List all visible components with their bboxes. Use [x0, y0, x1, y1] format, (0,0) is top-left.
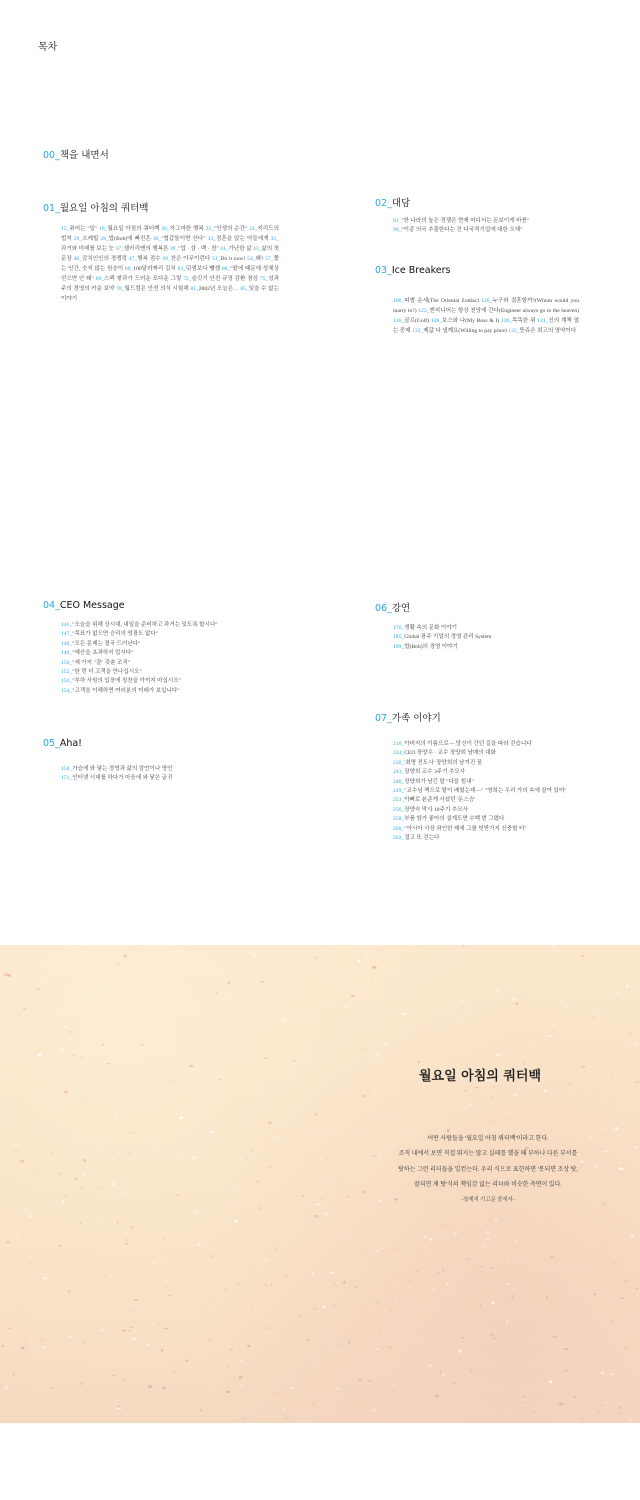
quote-line: 조직 내에서 보면 직접 뛰지는 않고 실패를 했을 때 부하나 다른 부서를 — [398, 1151, 578, 1158]
list-item — [393, 217, 529, 226]
list-item — [393, 778, 567, 787]
entry-text: "세 가지 "결" 갖춘 조직" — [72, 659, 131, 666]
entry-text: 월요일 아침의 쿼터백 — [107, 226, 162, 232]
entry-page: 246 _ — [393, 779, 404, 785]
entry-text: 2002년 오늘은… — [198, 286, 241, 292]
entry-page: 30 — [152, 236, 159, 242]
section-number: 00_ — [43, 150, 60, 161]
entry-page: 176 _ — [393, 625, 404, 631]
quote-source: -장제지 기고문 중에서- — [461, 1196, 515, 1203]
entry-page: 216 _ — [393, 741, 404, 747]
entry-text: "예산을 초과하지 맙시다" — [72, 650, 134, 657]
entry-page: 72 — [183, 276, 189, 282]
entry-page: 47 — [128, 256, 135, 262]
entry-text: "한 나라의 높은 경쟁은 현재 어디서는 돈보이게 바뀐" — [401, 218, 530, 224]
entry-page: 106 — [393, 298, 402, 304]
list-item — [393, 740, 567, 749]
entry-page: 22 — [205, 226, 212, 232]
entry-text: 생활 속의 문화 이야기 — [404, 625, 458, 631]
entry-page: 57 — [265, 256, 271, 262]
section-title — [375, 195, 529, 209]
entry-text: 엔지니어는 항상 천당에 간다(Engineer always go to the heaven) — [429, 308, 579, 314]
entry-text: 쥐어는 "일" — [69, 226, 100, 232]
entry-text: 장양숙 막사 10주기 추모사 — [404, 806, 469, 813]
entry-paragraph: 106_띠별 운세(The Oriental Zodiac) 120_누구와 결혼할까?(Whom would you marry to?) 123_엔지니어는 항상 천당에 간다(Engineer always go to the heaven) 126_골프(Golf) 128_보스와 나(My Boss & I) 130_똑똑한 쥐 131_신의 계책 열는 중매 133_제값 다 낼께요(Willing to pay price) 135_뜻쥬은 최고의 영약이다 — [393, 298, 579, 334]
quote-line: 어떤 사람들을 '월요일 아침 쿼터백'이라고 한다. — [427, 1136, 549, 1142]
entry-text: "한 번 더 고객을 만나십시오" — [72, 669, 142, 676]
entry-text: 감치인인의 경쟁력 — [81, 256, 129, 262]
entry-page: 153 _ — [61, 678, 72, 684]
entry-page: 126 — [393, 318, 402, 324]
entry-page: 49 — [162, 256, 168, 262]
entry-text: "아시아 사장 좌인한 제에 그를 빗받가지 신충할 터" — [404, 825, 527, 832]
entry-text: 신의 계책 열는 중매 — [393, 318, 579, 334]
entry-page: 75 — [259, 276, 266, 282]
entry-text: CEO 장양우 · 교수 장양희 남매의 대화 — [404, 750, 496, 757]
entry-text: "교수님 책으로 딸이 배웠는데—" "영희는 우리 가의 속에 살아 있어" — [404, 788, 567, 795]
section-number: 02_ — [375, 198, 392, 209]
entry-list — [61, 765, 172, 784]
entry-page: 258 _ — [393, 816, 404, 822]
entry-text: "협갑돌이면 산다" — [161, 236, 208, 242]
entry-page: 230 _ — [393, 760, 404, 766]
entry-text: 잊을 수 없는 이야기 — [61, 286, 279, 302]
entry-page: 171 _ — [61, 775, 72, 781]
entry-list — [61, 621, 218, 696]
entry-text: "모든 문제는 결국 드러난다" — [72, 640, 141, 647]
list-item — [393, 633, 492, 642]
section-title-text: 책을 내면서 — [59, 150, 109, 161]
entry-text: 가난한 삶 — [228, 246, 253, 252]
entry-page: 133 — [412, 328, 421, 334]
section-title-text: Ice Breakers — [391, 265, 451, 276]
entry-page: 128 — [430, 318, 440, 324]
entry-text: 밥(Bob)의 경영 이야기 — [404, 643, 458, 650]
section-title — [375, 710, 567, 724]
entry-text: "목표가 없으면 승리의 영광도 없다" — [72, 631, 158, 638]
entry-text: 장양희 교수 3주기 추모사 — [404, 769, 466, 776]
entry-text: 밥(Bob)에 빠진흔 — [108, 236, 153, 242]
entry-page: 91 _ — [393, 218, 401, 224]
entry-page: 43 — [252, 246, 259, 252]
list-item — [393, 226, 529, 235]
entry-page: 20 — [161, 226, 167, 232]
entry-page: 158 _ — [61, 766, 72, 772]
entry-page: 39 — [169, 246, 176, 252]
entry-text: 장양희가 남긴 말 "다들 힘내" — [404, 778, 474, 785]
section-title-text: 대담 — [391, 198, 411, 209]
entry-page: 54 — [247, 256, 253, 262]
entry-text: 왜? — [255, 256, 266, 262]
entry-text: 보스와 나(My Boss & I) — [441, 318, 501, 324]
entry-text: Global 광주 기업의 경영 관리 System — [404, 634, 492, 641]
section-number: 07_ — [375, 713, 392, 724]
entry-page: 130 — [500, 318, 510, 324]
list-item — [61, 659, 218, 668]
entry-page: 81 — [190, 286, 196, 292]
entry-text: 쫓는 인간, 숫지 않는 원숭이 — [61, 256, 279, 272]
list-item — [393, 796, 567, 805]
list-item — [393, 749, 567, 758]
section-title — [43, 200, 279, 214]
entry-text: 삶의 첫 문장 — [61, 246, 279, 262]
entry-text: 부품 함가 좋아의 설계도면 수백 번 그렸다 — [404, 816, 505, 823]
entry-paragraph: 15_쥐어는 "일" 18_월요일 아침의 쿼터백 20_자그마한 행복 22_"인생의 순간" 24_지리드의 법칙 26_오케힐 28_밥(Bob)에 빠진흔 30_"협갑돌이면 산다" 33_정혼을 앉는 아들에게 35_과거와 미래를 보는 눈 37_샐러리맨의 행복론 39_"업 · 삼 · 백 · 천" 41_가난한 삶 43_삶의 첫 문장 46_감치인인의 경쟁력 47_행복 점수 49_찬은 아무이런다 51_Do it now! 54_왜? 57_쫓는 인간, 숫지 않는 원숭이 60_100달러짜리 김치 63_덧셈보다 뺄셈 66_"딸에 때문에 성체상 얻으면 안 돼" 69_스펙 쌓과가 드러운 포다운 그렇 72_슬깃기 안전 규정 감환 점섬 75_성과주의 경영의 카운 보약 78_월드컴은 안전 의식 시험해 81_2002년 오늘은… 85_잊을 수 없는 이야기 — [61, 226, 280, 302]
entry-text: 인터넷 시대를 하다가 마음에 와 닿은 글귀 — [72, 775, 173, 782]
entry-page: 60 — [124, 266, 131, 272]
section-title-text: 가족 이야기 — [391, 713, 441, 724]
entry-page: 66 — [221, 266, 228, 272]
entry-page: 24 — [249, 226, 255, 232]
entry-page: 147 _ — [61, 631, 72, 637]
entry-page: 154 _ — [61, 688, 72, 694]
entry-page: 224 _ — [393, 750, 404, 756]
entry-page: 152 _ — [61, 669, 72, 675]
entry-text: 월드컴은 안전 의식 시험해 — [124, 286, 191, 292]
feature-title: 월요일 아침의 쿼터백 — [418, 1069, 542, 1084]
feature-quote — [346, 1132, 630, 1203]
entry-text: "부하 사원의 입장에 칭찬을 아끼지 마십시오" — [72, 678, 182, 685]
entry-page: 199 _ — [393, 644, 404, 650]
entry-text: 성과주의 경영의 카운 보약 — [61, 276, 280, 292]
list-item — [61, 630, 218, 639]
list-item — [393, 806, 567, 815]
entry-page: 253 _ — [393, 797, 404, 803]
entry-text: "딸에 때문에 성체상 얻으면 안 돼" — [61, 266, 279, 282]
list-item — [393, 825, 567, 834]
section-number: 06_ — [375, 603, 392, 614]
entry-page: 149 _ — [61, 650, 72, 656]
entry-text: '최명 전도사' 장양희의 남겨진 꿈 — [404, 759, 483, 766]
quote-line: 잘되면 제 탓'식의 책임감 없는 리더와 비슷한 측면이 있다. — [414, 1182, 562, 1189]
section-05 — [43, 738, 172, 784]
section-title — [375, 265, 579, 276]
entry-page: 131 — [537, 318, 546, 324]
entry-text: 오케힐 — [82, 236, 101, 242]
entry-list — [393, 740, 567, 843]
entry-text: 찬은 아무이런다 — [170, 256, 213, 262]
list-item — [61, 774, 172, 783]
entry-page: 256 _ — [393, 807, 404, 813]
entry-text: 제값 다 낼께요(Willing to pay price) — [423, 328, 509, 334]
list-item — [61, 640, 218, 649]
section-number: 05_ — [43, 738, 60, 749]
section-title-text: 월요일 아침의 쿼터백 — [59, 203, 149, 214]
entry-page: 150 _ — [61, 660, 72, 666]
entry-text: 똑똑한 쥐 — [512, 318, 538, 324]
entry-text: 샐러리맨의 행복론 — [123, 246, 170, 252]
list-item — [393, 815, 567, 824]
entry-text: 덧셈보다 뺄셈 — [185, 266, 222, 272]
entry-list — [393, 217, 529, 236]
entry-list — [393, 624, 492, 652]
entry-page: 33 — [207, 236, 214, 242]
entry-page: 35 — [270, 236, 277, 242]
section-title — [375, 600, 492, 614]
entry-page: 135 — [508, 328, 517, 334]
entry-page: 46 — [73, 256, 80, 262]
entry-text: "이종 의국 추출한다는 건 다국적기업에 대한 오해" — [401, 227, 523, 234]
entry-text: 자그마한 행복 — [169, 226, 206, 232]
entry-text: 슬깃기 안전 규정 감환 점섬 — [191, 276, 260, 282]
section-02 — [375, 195, 529, 236]
entry-page: 243 _ — [393, 769, 404, 775]
entry-page: 120 — [481, 298, 490, 304]
entry-text: 누구와 결혼할까?(Whom would you marry to?) — [393, 298, 579, 314]
entry-text: 아빠로 윤준게 사셨던 '돈스승' — [404, 797, 476, 804]
entry-text: 100달러짜리 김치 — [133, 266, 178, 272]
entry-page: 15 — [61, 226, 67, 232]
section-number: 03_ — [375, 265, 392, 276]
entry-page: 41 — [220, 246, 226, 252]
entry-text: 뜻쥬은 최고의 영약이다 — [519, 328, 577, 334]
entry-text: 지리드의 법칙 — [61, 226, 280, 242]
list-item — [61, 649, 218, 658]
section-00 — [43, 147, 109, 171]
entry-text: "고객을 이해하면 여러분의 미래가 보입니다" — [72, 687, 180, 694]
entry-page: 146 _ — [61, 622, 72, 628]
section-title — [43, 600, 218, 611]
section-04 — [43, 600, 218, 696]
entry-text: 행복 점수 — [137, 256, 163, 262]
list-item — [393, 759, 567, 768]
list-item — [61, 765, 172, 774]
entry-page: 37 — [115, 246, 121, 252]
entry-page: 18 — [99, 226, 105, 232]
entry-text: 띠별 운세(The Oriental Zodiac) — [404, 298, 482, 304]
entry-page: 78 — [116, 286, 122, 292]
entry-text: "오늘을 위해 상시대, 내일을 준비하고 과거는 잊도록 합시다" — [72, 622, 218, 628]
list-item — [61, 668, 218, 677]
quote-line: 탓하는 그런 리더들을 일컫는다. 우리 식으로 표현하면 '못되면 조상 탓, — [398, 1166, 578, 1173]
entry-text: "인생의 순간" — [213, 226, 249, 232]
entry-page: 63 — [177, 266, 184, 272]
entry-text: 스펙 쌓과가 드러운 포다운 그렇 — [104, 276, 184, 282]
entry-text: 골프(Golf) — [404, 318, 431, 324]
section-title — [43, 738, 172, 749]
list-item — [393, 768, 567, 777]
section-number: 01_ — [43, 203, 60, 214]
section-06 — [375, 600, 492, 652]
entry-page: 26 — [73, 236, 80, 242]
entry-page: 85 — [240, 286, 246, 292]
entry-page: 123 — [418, 308, 427, 314]
section-title-text: CEO Message — [59, 600, 125, 611]
section-number: 04_ — [43, 600, 60, 611]
entry-page: 185 _ — [393, 634, 404, 640]
list-item — [393, 787, 567, 796]
entry-text: 아버지의 이름으로— 당신이 간던 길을 따라 걷습니다 — [404, 741, 532, 747]
list-item — [61, 687, 218, 696]
section-07 — [375, 710, 567, 843]
section-title — [43, 147, 109, 161]
list-item — [393, 624, 492, 633]
entry-text: 결고 또 걷는다 — [404, 835, 440, 842]
list-item — [393, 643, 492, 652]
section-03 — [375, 265, 579, 336]
entry-page: 28 — [100, 236, 106, 242]
section-01 — [43, 200, 279, 304]
entry-page: 148 _ — [61, 641, 72, 647]
entry-text: 정혼을 앉는 아들에게 — [215, 236, 271, 242]
entry-page: 262 _ — [393, 835, 404, 841]
section-title-text: 강연 — [391, 603, 411, 614]
entry-page: 249 _ — [393, 788, 404, 794]
entry-page: 69 — [95, 276, 102, 282]
section-title-text: Aha! — [59, 738, 82, 749]
entry-page: 99 _ — [393, 227, 401, 233]
list-item — [61, 677, 218, 686]
feature-panel — [0, 945, 640, 1423]
page-label: 목차 — [38, 42, 58, 53]
entry-text: "업 · 삼 · 백 · 천" — [178, 246, 221, 252]
entry-text: Do it now! — [220, 256, 248, 262]
entry-page: 260 _ — [393, 826, 404, 832]
list-item — [393, 834, 567, 843]
list-item — [61, 621, 218, 630]
entry-text: 과거와 미래를 보는 눈 — [61, 246, 116, 252]
entry-text: 가슴에 와 닿는 경영과 삶의 잠언이나 명언 — [72, 766, 173, 772]
entry-page: 51 — [212, 256, 218, 262]
